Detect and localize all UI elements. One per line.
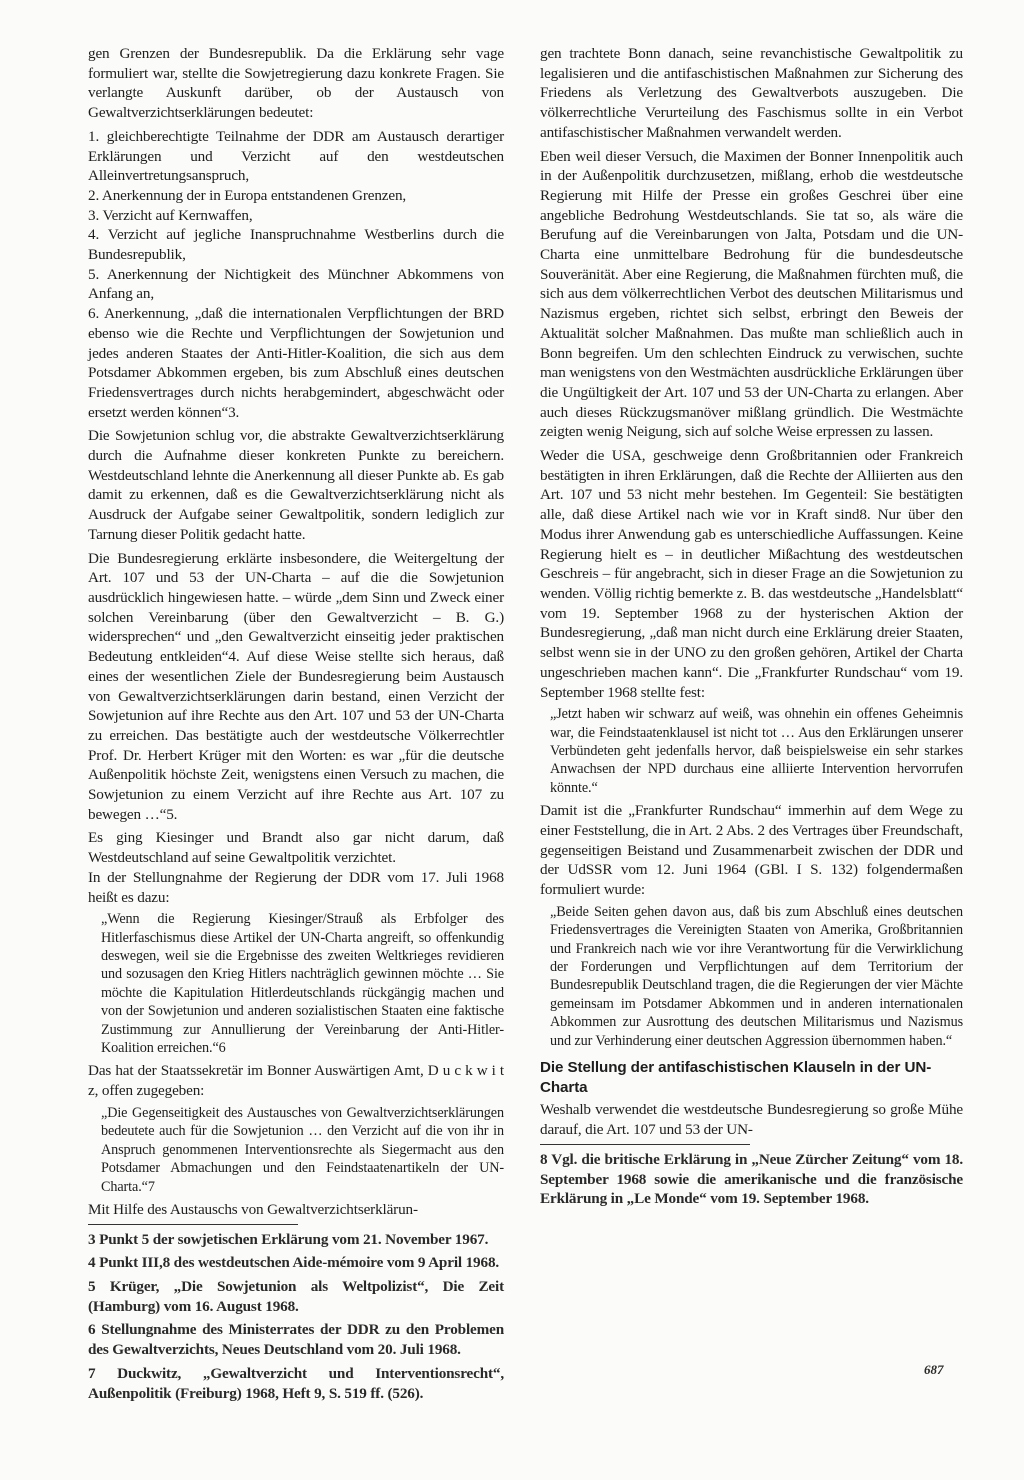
list-item: 6. Anerkennung, „daß die internationalen Verpflichtungen der BRD ebenso wie die Rechte und Verpflichtungen der Sowjetunion und jedes anderen Staates der Anti-Hitler-Koalition, die sich aus dem Potsdamer Abkommen ergeben, bis zum Abschluß eines deutschen Friedensvertrages durch nichts herabgemindert, abgeschwächt oder ersetzt werden können“3. — [88, 305, 504, 421]
left-column — [88, 44, 504, 1403]
footnote: 4 Punkt III,8 des westdeutschen Aide-mémoire vom 9 April 1968. — [88, 1254, 500, 1272]
footnote: 5 Krüger, „Die Sowjetunion als Weltpolizist“, Die Zeit (Hamburg) vom 16. August 1968. — [88, 1278, 504, 1315]
right-column — [540, 44, 963, 1209]
paragraph: Eben weil dieser Versuch, die Maximen der Bonner Innenpolitik auch in der Außenpolitik durchzusetzen, mißlang, erhob die westdeutsche Regierung mit Hilfe der Presse ein großes Geschrei über eine angebliche Bedrohung Westdeutschlands. Sie tat so, als wäre die Berufung auf die Vereinbarungen von Jalta, Potsdam und die UN-Charta eine unmittelbare Bedrohung für die bundesdeutsche Souveränität. Aber eine Regierung, die Maßnahmen fürchten muß, die sich aus dem völkerrechtlichen Verbot des deutschen Militarismus und Nazismus ergeben, richtet sich selbst, erbringt den Beweis der Aktualität solcher Maßnahmen. Das mußte man schließlich auch in Bonn begreifen. Um den schlechten Eindruck zu verwischen, suchte man wenigstens von den Westmächten ausdrückliche Erklärungen über die Ungültigkeit der Art. 107 und 53 der UN-Charta zu erlangen. Aber auch dieses Rückzugsmanöver mißlang gründlich. Die Westmächte zeigten wenig Neigung, sich auf solche Weise erpressen zu lassen. — [540, 147, 963, 441]
list-item: 1. gleichberechtigte Teilnahme der DDR am Austausch derartiger Erklärungen und Verzicht auf den westdeutschen Alleinvertretungsanspruch, — [88, 127, 504, 185]
block-quote: „Wenn die Regierung Kiesinger/Strauß als Erbfolger des Hitlerfaschismus diese Artikel der UN-Charta angreift, so offenkundig deswegen, weil sie die Ergebnisse des zweiten Weltkrieges revidieren und sozusagen den Krieg Hitlers nachträglich gewinnen möchte … Sie möchte die Kapitulation Hitlerdeutschlands rückgängig machen und von der Sowjetunion und anderen sozialistischen Staaten eine faktische Zustimmung zur Annullierung der Vereinbarung der Anti-Hitler-Koalition erreichen.“6 — [101, 911, 504, 1057]
footnote: 8 Vgl. die britische Erklärung in „Neue Zürcher Zeitung“ vom 18. September 1968 sowie die amerikanische und die französische Erklärung in „Le Monde“ vom 19. September 1968. — [540, 1150, 963, 1208]
footnote-divider — [88, 1224, 298, 1225]
footnote: 7 Duckwitz, „Gewaltverzicht und Interventionsrecht“, Außenpolitik (Freiburg) 1968, Heft 9, S. 519 ff. (526). — [88, 1364, 504, 1402]
list-item: 3. Verzicht auf Kernwaffen, — [88, 206, 253, 224]
list-item: 5. Anerkennung der Nichtigkeit des Münchner Abkommens von Anfang an, — [88, 265, 504, 303]
footnote-divider — [540, 1144, 750, 1145]
block-quote: „Die Gegenseitigkeit des Austausches von Gewaltverzichtserklärungen bedeutete auch für die Sowjetunion … den Verzicht auf die von ihr in Anspruch genommenen Interventionsrechte als Siegermacht aus den Potsdamer Abmachungen und den Feindstaatenartikeln der UN-Charta.“7 — [101, 1104, 504, 1195]
footnote: 3 Punkt 5 der sowjetischen Erklärung vom 21. November 1967. — [88, 1230, 489, 1248]
list-item: 4. Verzicht auf jegliche Inanspruchnahme Westberlins durch die Bundesrepublik, — [88, 226, 504, 264]
paragraph: Weshalb verwendet die westdeutsche Bundesregierung so große Mühe darauf, die Art. 107 und 53 der UN- — [540, 1101, 963, 1139]
block-quote: „Beide Seiten gehen davon aus, daß bis zum Abschluß eines deutschen Friedensvertrages die Vereinigten Staaten von Amerika, Großbritannien und Frankreich nach wie vor ihre Verantwortung für die Verwirklichung der Forderungen und Verpflichtungen auf dem Territorium der Bundesrepublik Deutschland tragen, die die Regierungen der vier Mächte gemeinsam im Potsdamer Abkommen und in anderen internationalen Abkommen zur Ausrottung des deutschen Militarismus und Nazismus und zur Verhinderung einer deutschen Aggression übernommen haben.“ — [550, 903, 963, 1049]
paragraph: gen Grenzen der Bundesrepublik. Da die Erklärung sehr vage formuliert war, stellte die Sowjetregierung dazu konkrete Fragen. Sie verlangte Auskunft darüber, ob der Austausch von Gewaltverzichtserklärungen bedeutet: — [88, 45, 504, 122]
list-item: 2. Anerkennung der in Europa entstandenen Grenzen, — [88, 186, 407, 204]
paragraph: In der Stellungnahme der Regierung der DDR vom 17. Juli 1968 heißt es dazu: — [88, 868, 504, 906]
paragraph: Das hat der Staatssekretär im Bonner Auswärtigen Amt, D u c k w i t z, offen zugegeben: — [88, 1062, 504, 1100]
paragraph: gen trachtete Bonn danach, seine revanchistische Gewaltpolitik zu legalisieren und die antifaschistischen Maßnahmen zur Sicherung des Friedens als Verletzung des Gewaltverbots auszugeben. Die völkerrechtliche Verurteilung des Faschismus sollte in ein Verbot antifaschistischer Maßnahmen verwandelt werden. — [540, 45, 963, 141]
paragraph: Weder die USA, geschweige denn Großbritannien oder Frankreich bestätigten in ihren Erklärungen, daß die Rechte der Alliierten aus den Art. 107 und 53 nicht mehr bestehen. Im Gegenteil: Sie bestätigten alle, daß diese Artikel nach wie vor in Kraft sind8. Nur über den Modus ihrer Anwendung gab es unterschiedliche Auffassungen. Keine Regierung hielt es – in deutlicher Mißachtung des westdeutschen Geschreis – für angebracht, sich in dieser Frage an die Sowjetunion zu wenden. Völlig richtig bemerkte z. B. das westdeutsche „Handelsblatt“ vom 19. September 1968 zu der hysterischen Aktion der Bundesregierung, „daß man nicht durch eine Erklärung dreier Staaten, selbst wenn sie in der UNO zu den großen gehören, Artikel der Charta ungeschrieben machen kann“. Die „Frankfurter Rundschau“ vom 19. September 1968 stellte fest: — [540, 447, 963, 701]
paragraph: Es ging Kiesinger und Brandt also gar nicht darum, daß Westdeutschland auf seine Gewaltpolitik verzichtet. — [88, 829, 504, 867]
footnote: 6 Stellungnahme des Ministerrates der DDR zu den Problemen des Gewaltverzichts, Neues Deutschland vom 20. Juli 1968. — [88, 1321, 504, 1359]
page-number: 687 — [924, 1362, 944, 1377]
paragraph: Mit Hilfe des Austauschs von Gewaltverzichtserklärun- — [88, 1200, 418, 1218]
section-heading: Die Stellung der antifaschistischen Klauseln in der UN-Charta — [540, 1059, 932, 1096]
paragraph: Die Sowjetunion schlug vor, die abstrakte Gewaltverzichtserklärung durch die Aufnahme dieser konkreten Punkte zu bereichern. Westdeutschland lehnte die Anerkennung all dieser Punkte ab. Es gab damit zu erkennen, daß es die Gewaltverzichtserklärung nicht als Ausdruck der Aufgabe seiner Gewaltpolitik, sondern lediglich zur Tarnung dieser Politik gedacht hatte. — [88, 427, 504, 543]
paragraph: Die Bundesregierung erklärte insbesondere, die Weitergeltung der Art. 107 und 53 der UN-Charta – auf die die Sowjetunion ausdrücklich hingewiesen hatte. – würde „dem Sinn und Zweck einer solchen Vereinbarung (über den Gewaltverzicht – B. G.) widersprechen“ und „den Gewaltverzicht einseitig jeder praktischen Bedeutung entkleiden“4. Auf diese Weise stellte sich heraus, daß eines der wesentlichen Ziele der Bundesregierung beim Austausch von Gewaltverzichtserklärungen darin bestand, einen Verzicht der Sowjetunion auf ihre Rechte aus den Art. 107 und 53 der UN-Charta zu erreichen. Das bestätigte auch der westdeutsche Völkerrechtler Prof. Dr. Herbert Krüger mit den Worten: es war „für die deutsche Außenpolitik höchste Zeit, wenigstens einen Versuch zu machen, die Sowjetunion zu einem Verzicht auf ihre Rechte aus Art. 107 zu bewegen …“5. — [88, 549, 504, 823]
paragraph: Damit ist die „Frankfurter Rundschau“ immerhin auf dem Wege zu einer Feststellung, die in Art. 2 Abs. 2 des Vertrages über Freundschaft, gegenseitigen Beistand und Zusammenarbeit zwischen der DDR und der UdSSR vom 12. Juni 1964 (GBl. I S. 132) folgendermaßen formuliert wurde: — [540, 802, 963, 899]
block-quote: „Jetzt haben wir schwarz auf weiß, was ohnehin ein offenes Geheimnis war, die Feindstaatenklausel ist nicht tot … Aus den Erklärungen unserer Verbündeten geht jedenfalls hervor, daß beispielsweise ein sehr starkes Anwachsen der NPD durchaus eine alliierte Intervention hervorrufen könnte.“ — [550, 706, 963, 796]
